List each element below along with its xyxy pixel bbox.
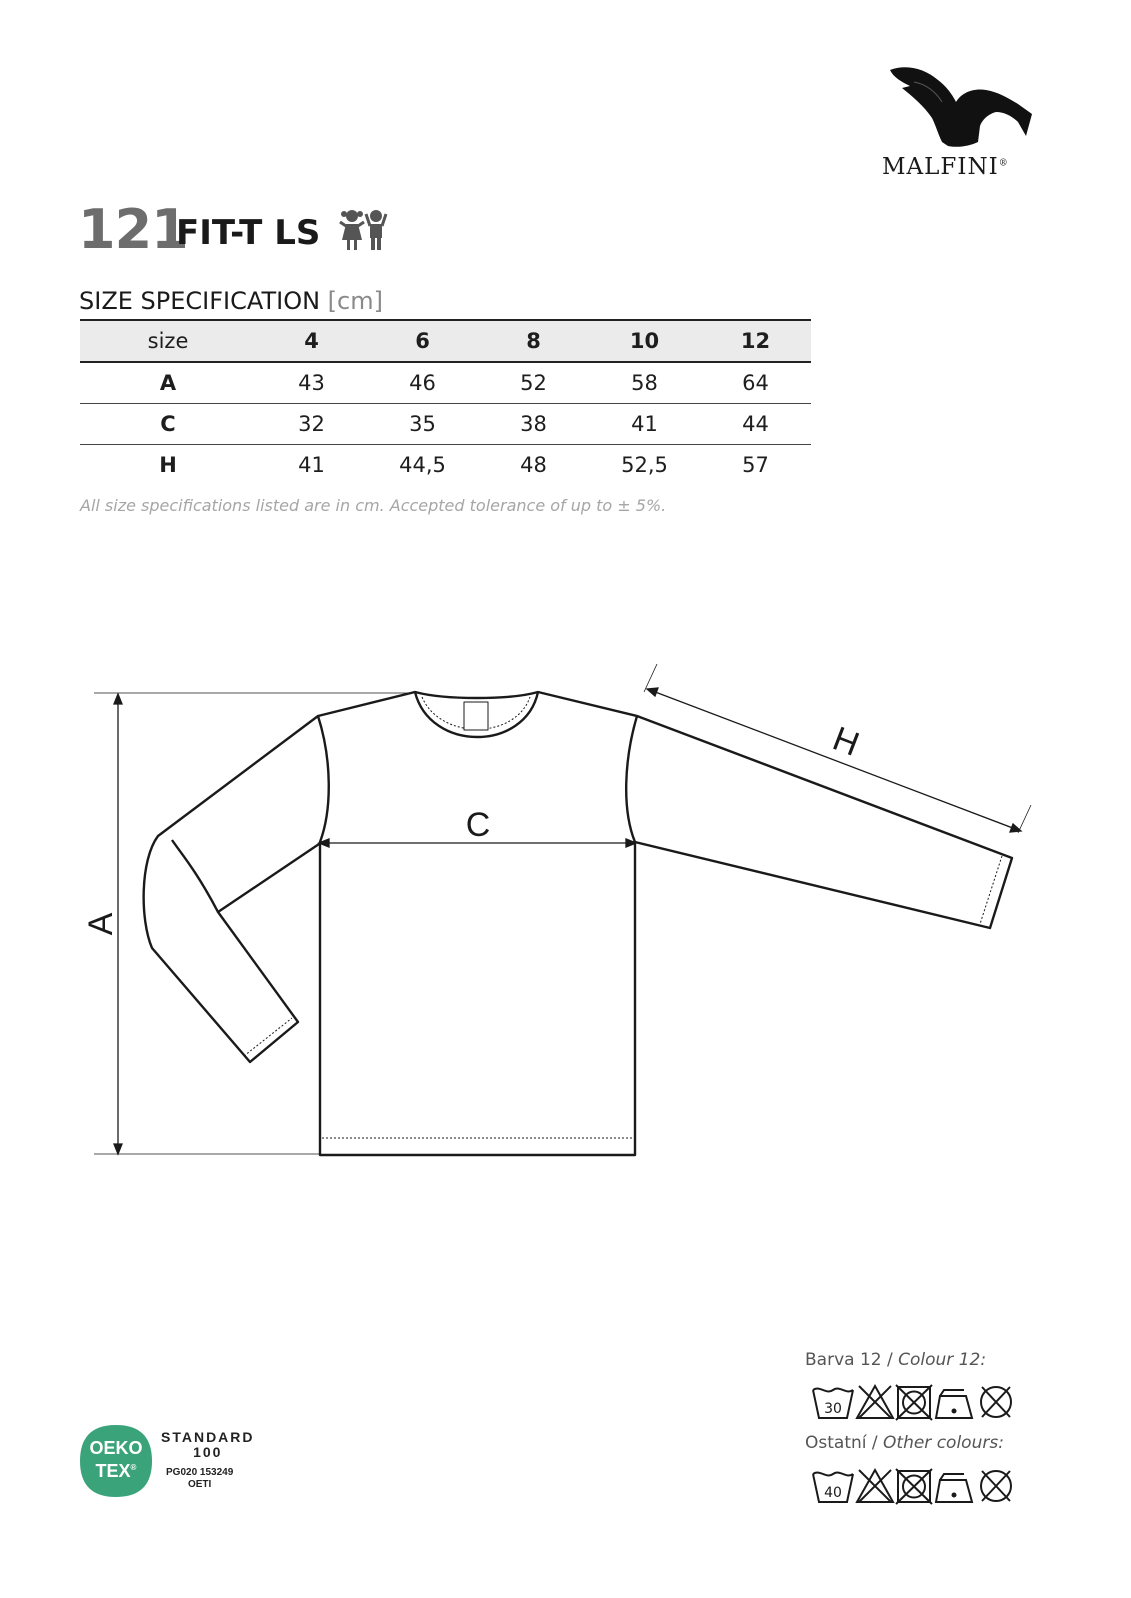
tolerance-note: All size specifications listed are in cm. Accepted tolerance of up to ± 5%.	[80, 496, 667, 515]
table-cell: 58	[631, 371, 658, 395]
table-cell: 44	[700, 404, 811, 445]
table-cell: 57	[700, 445, 811, 486]
row-label: C	[80, 404, 256, 445]
oekotex-standard: STANDARD 100	[161, 1429, 255, 1460]
eagle-icon	[886, 62, 1034, 150]
row-label: H	[80, 445, 256, 486]
no-dry-clean-icon	[981, 1387, 1011, 1417]
garment-left-sleeve	[144, 716, 322, 1062]
iron-low-icon	[936, 1390, 972, 1418]
wash-tub-icon	[813, 1473, 853, 1502]
dimension-line-h	[650, 690, 1018, 830]
table-cell: 44,5	[367, 445, 478, 486]
header-size: 10	[589, 320, 700, 362]
header-size-label: size	[80, 320, 256, 362]
table-cell: 46	[409, 371, 436, 395]
label-a: A	[82, 912, 120, 936]
brand-wordmark: MALFINI®	[882, 154, 1009, 180]
table-header-row	[80, 320, 811, 362]
table-cell: 43	[298, 371, 325, 395]
spec-unit: [cm]	[327, 287, 383, 315]
label-h: H	[827, 719, 865, 764]
table-row	[80, 404, 811, 445]
colour12-label: Barva 12 / Colour 12:	[805, 1350, 987, 1370]
table-cell: 52	[520, 371, 547, 395]
oekotex-badge	[80, 1425, 152, 1497]
brand-logo	[878, 62, 1048, 182]
kids-icon	[338, 208, 390, 252]
label-c: C	[465, 806, 491, 844]
wash-tub-icon	[813, 1389, 853, 1418]
product-name: FIT-T LS	[176, 213, 321, 253]
table-cell: 64	[742, 371, 769, 395]
no-tumble-dry-icon	[896, 1385, 932, 1420]
header-size: 6	[367, 320, 478, 362]
no-bleach-icon	[857, 1386, 893, 1418]
no-bleach-icon	[857, 1470, 893, 1502]
garment-diagram	[0, 600, 1131, 1200]
oekotex-certificate: PG020 153249 OETI	[166, 1467, 234, 1490]
table-cell: 38	[478, 404, 589, 445]
table-cell: 41	[256, 445, 367, 486]
svg-text:40: 40	[824, 1485, 842, 1501]
no-dry-clean-icon	[981, 1471, 1011, 1501]
spec-heading	[79, 287, 383, 315]
table-row	[80, 362, 811, 404]
header-size: 12	[700, 320, 811, 362]
table-cell: 41	[589, 404, 700, 445]
table-cell: 32	[256, 404, 367, 445]
size-table	[80, 319, 811, 485]
row-label: A	[159, 371, 177, 395]
oekotex-badge-text: OEKO TEX®	[89, 1438, 143, 1481]
product-code: 121	[78, 198, 188, 261]
care-symbols-colour12	[810, 1382, 1020, 1422]
svg-text:30: 30	[824, 1401, 842, 1417]
garment-body-outline	[318, 692, 637, 1155]
no-tumble-dry-icon	[896, 1469, 932, 1504]
care-symbols-other	[810, 1466, 1020, 1506]
header-size: 8	[478, 320, 589, 362]
other-colours-label: Ostatní / Other colours:	[805, 1433, 1004, 1453]
iron-low-icon	[936, 1474, 972, 1502]
table-cell: 52,5	[589, 445, 700, 486]
header-size: 4	[256, 320, 367, 362]
table-cell: 48	[478, 445, 589, 486]
table-row	[80, 445, 811, 486]
garment-right-sleeve	[635, 716, 1012, 928]
spec-title: SIZE SPECIFICATION	[79, 287, 321, 315]
table-cell: 35	[367, 404, 478, 445]
